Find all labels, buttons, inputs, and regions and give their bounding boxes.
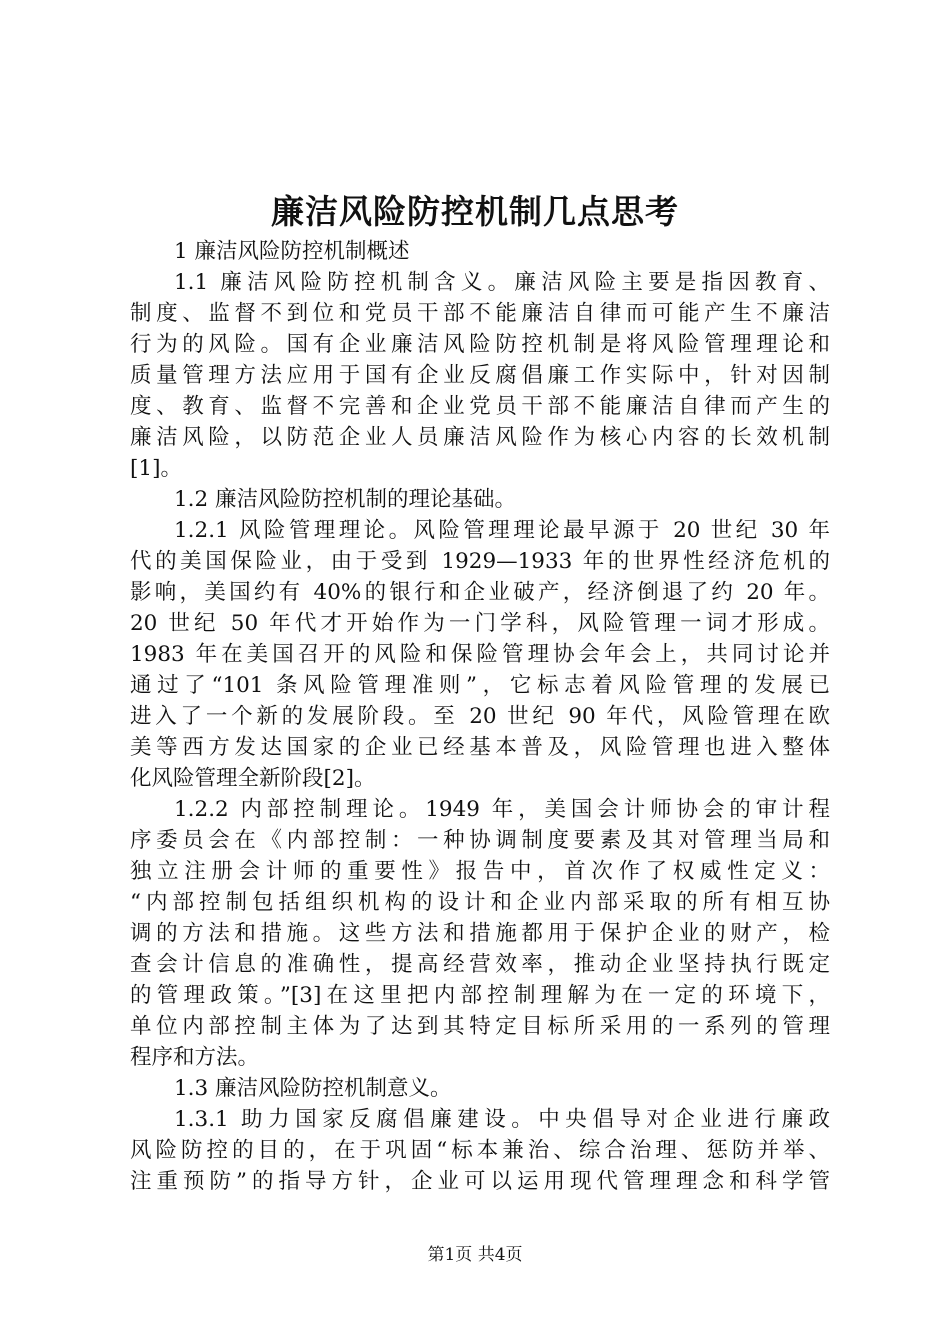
body-text-line: 20 世纪 50 年代才开始作为一门学科，风险管理一词才形成。 <box>130 611 830 636</box>
body-text-line: 注重预防”的指导方针，企业可以运用现代管理理念和科学管 <box>130 1169 830 1194</box>
body-text-line: 1.2.2 内部控制理论。1949 年，美国会计师协会的审计程 <box>174 797 830 822</box>
body-text-line: 度、教育、监督不完善和企业党员干部不能廉洁自律而产生的 <box>130 394 830 419</box>
body-text-line: 1.3 廉洁风险防控机制意义。 <box>174 1076 452 1101</box>
body-text-line: 风险防控的目的，在于巩固“标本兼治、综合治理、惩防并举、 <box>130 1138 830 1163</box>
body-text-line: 1 廉洁风险防控机制概述 <box>174 239 410 264</box>
body-text-line: 代的美国保险业，由于受到 1929—1933 年的世界性经济危机的 <box>130 549 830 574</box>
body-text-line: 1.1 廉洁风险防控机制含义。廉洁风险主要是指因教育、 <box>174 270 830 295</box>
body-text-line: 行为的风险。国有企业廉洁风险防控机制是将风险管理理论和 <box>130 332 830 357</box>
body-text-line: 独立注册会计师的重要性》报告中，首次作了权威性定义： <box>130 859 830 884</box>
body-text-line: 单位内部控制主体为了达到其特定目标所采用的一系列的管理 <box>130 1014 830 1039</box>
document-body <box>130 236 830 1197</box>
body-text-line: 程序和方法。 <box>130 1045 260 1070</box>
body-text-line: 1.2 廉洁风险防控机制的理论基础。 <box>174 487 517 512</box>
body-text-line: 调的方法和措施。这些方法和措施都用于保护企业的财产，检 <box>130 921 830 946</box>
body-text-line: 序委员会在《内部控制：一种协调制度要素及其对管理当局和 <box>130 828 830 853</box>
body-text-line: 的管理政策。”[3]在这里把内部控制理解为在一定的环境下， <box>130 983 830 1008</box>
body-text-line: 进入了一个新的发展阶段。至 20 世纪 90 年代，风险管理在欧 <box>130 704 830 729</box>
body-text-line: 影响，美国约有 40%的银行和企业破产，经济倒退了约 20 年。 <box>130 580 830 605</box>
body-text-line: 质量管理方法应用于国有企业反腐倡廉工作实际中，针对因制 <box>130 363 830 388</box>
body-text-line: 查会计信息的准确性，提高经营效率，推动企业坚持执行既定 <box>130 952 830 977</box>
body-text-line: 制度、监督不到位和党员干部不能廉洁自律而可能产生不廉洁 <box>130 301 830 326</box>
body-text-line: 廉洁风险，以防范企业人员廉洁风险作为核心内容的长效机制 <box>130 425 830 450</box>
body-text-line: 化风险管理全新阶段[2]。 <box>130 766 376 791</box>
body-text-line: 1983 年在美国召开的风险和保险管理协会年会上，共同讨论并 <box>130 642 830 667</box>
body-text-line: 1.2.1 风险管理理论。风险管理理论最早源于 20 世纪 30 年 <box>174 518 830 543</box>
body-text-line: 美等西方发达国家的企业已经基本普及，风险管理也进入整体 <box>130 735 830 760</box>
document-title: 廉洁风险防控机制几点思考 <box>271 192 679 231</box>
body-text-line: 通过了“101 条风险管理准则”，它标志着风险管理的发展已 <box>130 673 830 698</box>
page-footer: 第1页 共4页 <box>427 1245 523 1265</box>
body-text-line: “内部控制包括组织机构的设计和企业内部采取的所有相互协 <box>130 890 830 915</box>
body-text-line: [1]。 <box>130 456 182 481</box>
body-text-line: 1.3.1 助力国家反腐倡廉建设。中央倡导对企业进行廉政 <box>174 1107 830 1132</box>
